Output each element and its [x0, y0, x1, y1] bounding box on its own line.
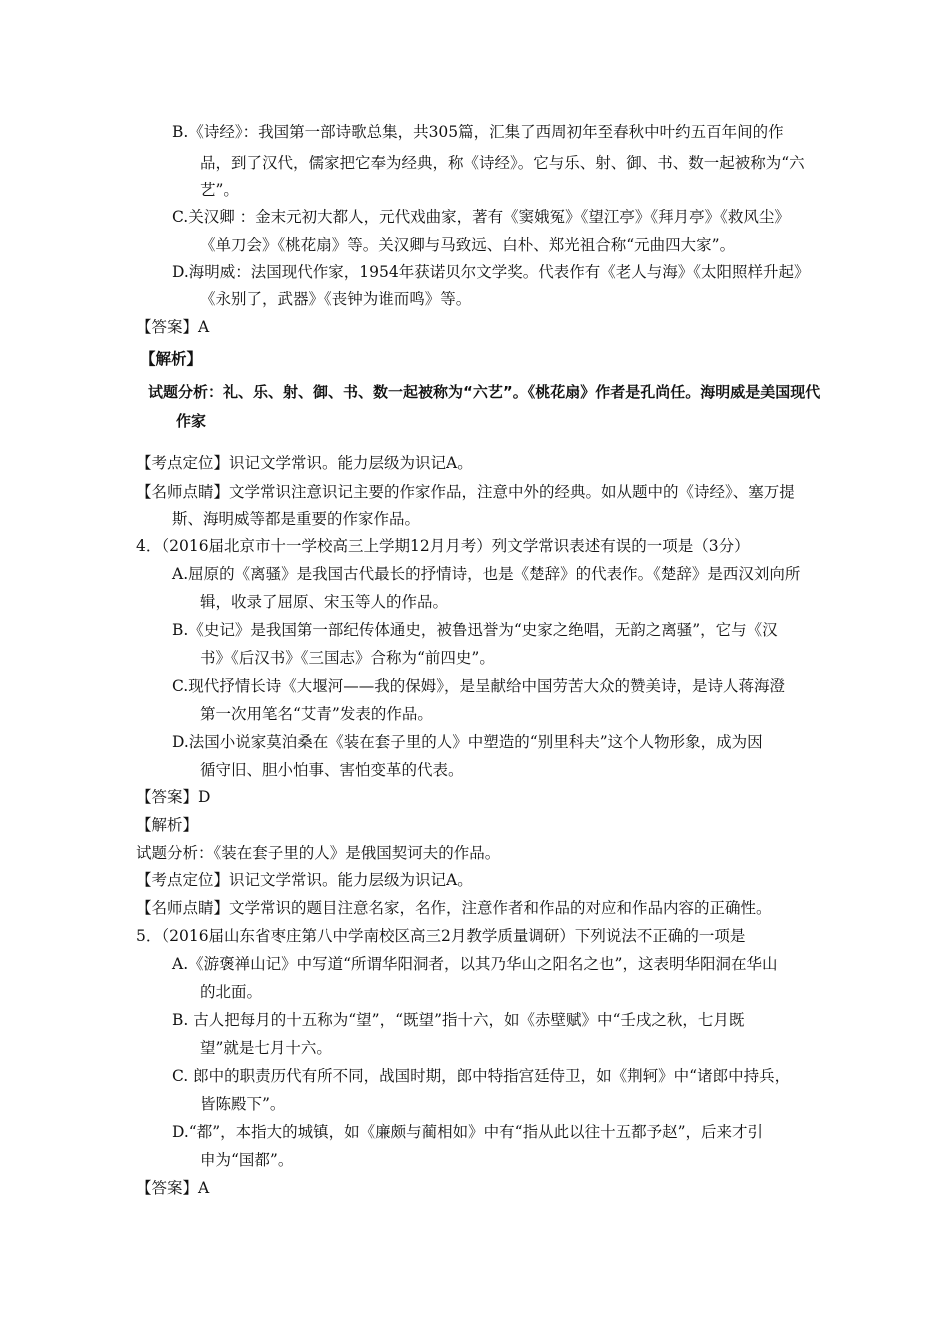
q3-option-c-line1: C.关汉卿 ：金末元初大都人，元代戏曲家，著有《窦娥冤》《望江亭》《拜月亭》《救风尘》 — [172, 208, 790, 226]
q3-mingshi-line2: 斯、海明威等都是重要的作家作品。 — [172, 510, 421, 528]
q4-analysis: 试题分析：《装在套子里的人》是俄国契诃夫的作品。 — [136, 844, 501, 862]
q4-option-b-line2: 书》《后汉书》《三国志》合称为“前四史”。 — [200, 649, 495, 667]
q5-option-d-line2: 申为“国都”。 — [200, 1151, 294, 1169]
q5-option-c-line2: 皆陈殿下”。 — [200, 1095, 286, 1113]
q5-option-c-line1: C. 郎中的职责历代有所不同，战国时期，郎中特指宫廷侍卫，如《荆轲》中“诸郎中持兵， — [172, 1067, 791, 1085]
q3-analysis-line2: 作家 — [176, 412, 207, 430]
q4-answer: 【答案】D — [136, 788, 211, 806]
q3-analysis-line1: 试题分析：礼、乐、射、御、书、数一起被称为“六艺”。《桃花扇》作者是孔尚任。海明威是美国现代 — [148, 383, 821, 401]
q5-option-b-line1: B. 古人把每月的十五称为“望”，“既望”指十六，如《赤壁赋》中“壬戌之秋，七月既 — [172, 1011, 745, 1029]
q4-stem: 4．（2016届北京市十一学校高三上学期12月月考）列文学常识表述有误的一项是（3分） — [136, 537, 750, 555]
q3-answer: 【答案】A — [136, 318, 210, 336]
q3-kaodian: 【考点定位】识记文学常识。能力层级为识记A。 — [136, 454, 473, 472]
q5-option-b-line2: 望”就是七月十六。 — [200, 1039, 332, 1057]
q3-option-b-line3: 艺”。 — [200, 181, 239, 199]
q3-analysis-heading: 【解析】 — [140, 349, 203, 368]
q3-option-b-line2: 品，到了汉代，儒家把它奉为经典，称《诗经》。它与乐、射、御、书、数一起被称为“六 — [200, 154, 805, 172]
q4-option-c-line2: 第一次用笔名“艾青”发表的作品。 — [200, 705, 433, 723]
q4-option-b-line1: B.《史记》是我国第一部纪传体通史，被鲁迅誉为“史家之绝唱，无韵之离骚”，它与《汉 — [172, 621, 778, 639]
q4-option-d-line2: 循守旧、胆小怕事、害怕变革的代表。 — [200, 761, 464, 779]
q4-option-a-line1: A.屈原的《离骚》是我国古代最长的抒情诗，也是《楚辞》的代表作。《楚辞》是西汉刘向所 — [172, 565, 801, 583]
q4-kaodian: 【考点定位】识记文学常识。能力层级为识记A。 — [136, 871, 473, 889]
q3-option-c-line2: 《单刀会》《桃花扇》等。关汉卿与马致远、白朴、郑光祖合称“元曲四大家”。 — [200, 236, 736, 254]
q4-option-c-line1: C.现代抒情长诗《大堰河——我的保姆》，是呈献给中国劳苦大众的赞美诗，是诗人蒋海澄 — [172, 677, 785, 695]
q5-option-a-line1: A.《游褒禅山记》中写道“所谓华阳洞者，以其乃华山之阳名之也”，这表明华阳洞在华山 — [172, 955, 778, 973]
q4-option-d-line1: D.法国小说家莫泊桑在《装在套子里的人》中塑造的“别里科夫”这个人物形象，成为因 — [172, 733, 763, 751]
q4-option-a-line2: 辑，收录了屈原、宋玉等人的作品。 — [200, 593, 449, 611]
q3-option-d-line2: 《永别了，武器》《丧钟为谁而鸣》等。 — [200, 290, 472, 308]
q4-analysis-heading: 【解析】 — [136, 816, 199, 834]
q5-stem: 5．（2016届山东省枣庄第八中学南校区高三2月教学质量调研）下列说法不正确的一项是 — [136, 927, 746, 945]
q4-mingshi: 【名师点睛】文学常识的题目注意名家，名作，注意作者和作品的对应和作品内容的正确性。 — [136, 899, 772, 917]
q5-option-d-line1: D.“都”，本指大的城镇，如《廉颇与蔺相如》中有“指从此以往十五都予赵”，后来才引 — [172, 1123, 764, 1141]
q3-mingshi-line1: 【名师点睛】文学常识注意识记主要的作家作品，注意中外的经典。如从题中的《诗经》、塞万提 — [136, 483, 795, 501]
q3-option-d-line1: D.海明威：法国现代作家，1954年获诺贝尔文学奖。代表作有《老人与海》《太阳照样升起》 — [172, 263, 810, 281]
q5-option-a-line2: 的北面。 — [200, 983, 263, 1001]
q3-option-b-line1: B.《诗经》：我国第一部诗歌总集，共305篇，汇集了西周初年至春秋中叶约五百年间的作 — [172, 123, 784, 141]
q5-answer: 【答案】A — [136, 1179, 210, 1197]
